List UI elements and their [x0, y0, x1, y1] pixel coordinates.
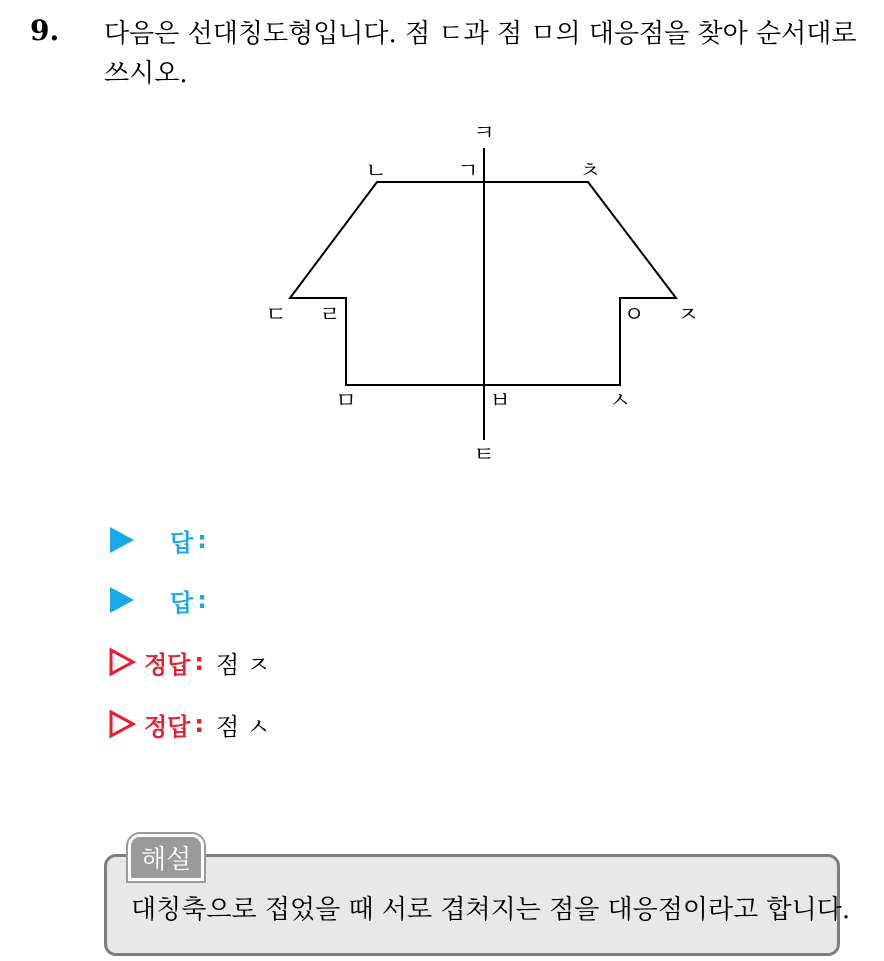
correct-value: 점 ㅅ — [215, 712, 270, 741]
outline-triangle-icon — [108, 709, 136, 739]
correct-label: 정답 — [144, 712, 191, 741]
explanation-text: 대칭축으로 접었을 때 서로 겹쳐지는 점을 대응점이라고 합니다. — [131, 895, 851, 925]
answer-label: 답 — [170, 528, 194, 557]
label-m: ㅁ — [335, 389, 357, 414]
label-r: ㄹ — [319, 303, 341, 328]
correct-row-2 — [108, 704, 270, 744]
label-o: ㅇ — [623, 303, 645, 328]
label-k: ㅋ — [473, 121, 495, 146]
answer-row-2 — [108, 580, 219, 620]
label-g: ㄱ — [457, 159, 479, 184]
label-b: ㅂ — [489, 389, 511, 414]
correct-row-1 — [108, 642, 270, 682]
label-t: ㅌ — [473, 443, 495, 468]
answer-row-1 — [108, 520, 219, 560]
label-d: ㄷ — [265, 303, 287, 328]
label-j: ㅈ — [677, 303, 699, 328]
play-triangle-icon — [108, 525, 136, 555]
correct-value: 점 ㅈ — [215, 650, 270, 679]
question-text: 다음은 선대칭도형입니다. 점 ㄷ과 점 ㅁ의 대응점을 찾아 순서대로 쓰시오. — [104, 19, 857, 89]
explanation-tab: 해설 — [128, 834, 204, 881]
answer-colon: : — [197, 586, 207, 614]
answer-colon: : — [197, 526, 207, 554]
correct-label: 정답 — [144, 650, 191, 679]
correct-colon: : — [194, 710, 204, 738]
symmetric-figure — [0, 0, 884, 480]
label-ch: ㅊ — [579, 159, 601, 184]
outline-triangle-icon — [108, 647, 136, 677]
correct-colon: : — [194, 648, 204, 676]
label-n: ㄴ — [365, 159, 387, 184]
explanation-box — [104, 854, 851, 956]
question-number: 9. — [30, 14, 60, 47]
play-triangle-icon — [108, 585, 136, 615]
answer-label: 답 — [170, 588, 194, 617]
label-s: ㅅ — [609, 389, 631, 414]
